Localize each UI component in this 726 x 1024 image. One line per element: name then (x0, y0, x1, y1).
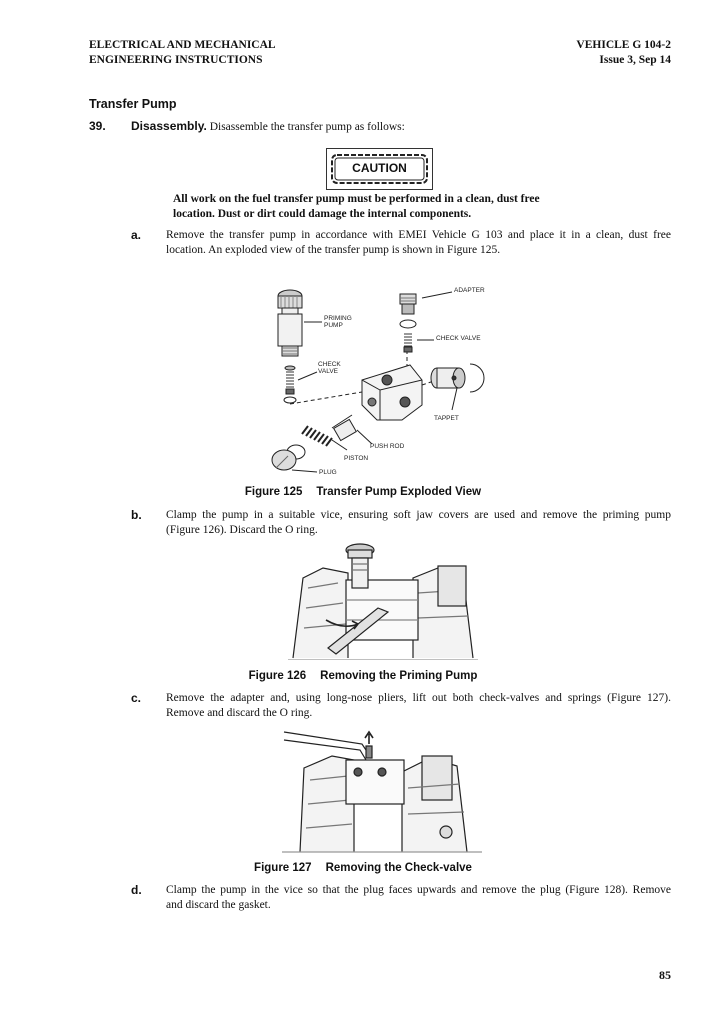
figure-126-number: Figure 126 (248, 670, 307, 682)
caution-text (173, 192, 540, 222)
figure-126-caption (0, 670, 726, 682)
left-check-valve-drawing (284, 366, 296, 403)
step-a-label: a. (131, 228, 142, 242)
step-b-line1: Clamp the pump in a suitable vice, ensuring soft jaw covers are used and remove the priming pump (166, 509, 671, 521)
priming-pump-drawing (278, 290, 302, 356)
header-right (576, 38, 671, 68)
step-a-text (166, 228, 671, 258)
figure-125-number: Figure 125 (244, 486, 303, 498)
step-b-text (166, 508, 671, 538)
page-number: 85 (659, 968, 671, 982)
caution-label: CAUTION (352, 161, 407, 175)
header-right-line2: Issue 3, Sep 14 (599, 54, 671, 66)
step-c-line2: Remove and discard the O ring. (166, 707, 313, 719)
figure-127-title: Removing the Check-valve (325, 862, 472, 874)
step-d-text (166, 883, 671, 913)
figure-125-title: Transfer Pump Exploded View (316, 486, 482, 498)
figure-127-illustration (282, 728, 482, 853)
para-line (131, 119, 405, 135)
header-left-line1: ELECTRICAL AND MECHANICAL (89, 39, 276, 51)
step-c-line1: Remove the adapter and, using long-nose pliers, lift out both check-valves and springs (Figure 127). (166, 692, 671, 704)
step-d-label: d. (131, 883, 142, 897)
caution-text-line1: All work on the fuel transfer pump must be performed in a clean, dust free (173, 193, 540, 205)
step-c-label: c. (131, 691, 142, 705)
callout-priming-1: PRIMING (324, 315, 352, 322)
callout-check-valve-left-2: VALVE (318, 368, 338, 375)
figure-127-caption (0, 862, 726, 874)
figure-125-caption (0, 486, 726, 498)
figure-127-number: Figure 127 (254, 862, 312, 874)
caution-box (326, 148, 433, 190)
pump-body-drawing (290, 350, 437, 420)
section-title: Transfer Pump (89, 97, 177, 111)
header-left (89, 38, 276, 68)
header-right-line1: VEHICLE G 104-2 (576, 39, 671, 51)
step-b-label: b. (131, 508, 142, 522)
para-text: Disassemble the transfer pump as follows: (209, 121, 405, 133)
figure-126-illustration (288, 538, 478, 660)
para-number: 39. (89, 119, 106, 133)
tappet-drawing (431, 364, 484, 392)
para-heading: Disassembly. (131, 119, 207, 133)
step-a-line1: Remove the transfer pump in accordance with EMEI Vehicle G 103 and place it in a clean, dust free (166, 229, 671, 241)
callout-piston: PISTON (344, 455, 369, 462)
step-a-line2: location. An exploded view of the transfer pump is shown in Figure 125. (166, 244, 501, 256)
callout-adapter: ADAPTER (454, 287, 485, 294)
adapter-drawing (400, 294, 416, 352)
step-c-text (166, 691, 671, 721)
callout-plug: PLUG (319, 469, 337, 476)
figure-126-title: Removing the Priming Pump (320, 670, 478, 682)
callout-check-valve-left-1: CHECK (318, 361, 341, 368)
figure-125-illustration (262, 280, 522, 480)
callout-tappet: TAPPET (434, 415, 459, 422)
callout-push-rod: PUSH ROD (370, 443, 405, 450)
step-d-line2: and discard the gasket. (166, 899, 271, 911)
header-left-line2: ENGINEERING INSTRUCTIONS (89, 54, 263, 66)
step-d-line1: Clamp the pump in the vice so that the plug faces upwards and remove the plug (Figure 128). Remove (166, 884, 671, 896)
step-b-line2: (Figure 126). Discard the O ring. (166, 524, 318, 536)
caution-text-line2: location. Dust or dirt could damage the internal components. (173, 208, 472, 220)
callout-priming-2: PUMP (324, 322, 343, 329)
callout-check-valve-right: CHECK VALVE (436, 335, 481, 342)
